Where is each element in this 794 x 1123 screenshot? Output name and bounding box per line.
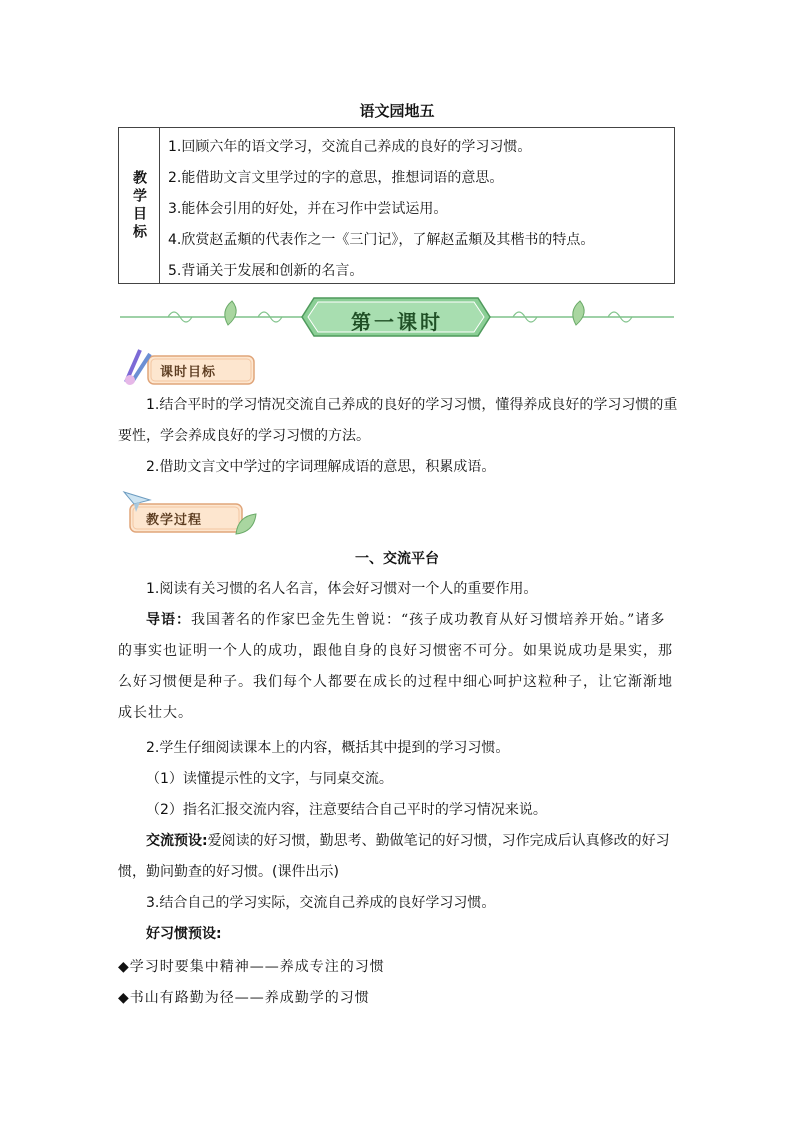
lesson-goals-badge (120, 346, 260, 396)
teaching-goal-item: 2.能借助文言文里学过的字的意思，推想词语的意思。 (168, 170, 504, 186)
habit-item: ◆学习时要集中精神——养成专注的习惯 (118, 959, 385, 975)
intro-text: 我国著名的作家巴金先生曾说：“孩子成功教育从好习惯培养开始。”诸多的事实也证明一个人的成功，跟他自身的良好习惯密不可分。如果说成功是果实，那么好习惯便是种子。我们每个人都要在成长的过程中细心呵护这粒种子，让它渐渐地成长壮大。 (118, 612, 673, 721)
lesson-goals-badge-label: 课时目标 (160, 365, 217, 380)
lesson-banner-divider (118, 292, 676, 342)
teaching-process-badge-label: 教学过程 (146, 513, 203, 528)
lesson-goal-2: 2.借助文言文中学过的字词理解成语的意思，积累成语。 (146, 459, 496, 475)
lesson-banner-label: 第一课时 (351, 310, 443, 334)
lesson-goal-1: 1.结合平时的学习情况交流自己养成的良好的学习习惯，懂得养成良好的学习习惯的重要性，学会养成良好的学习习惯的方法。 (118, 397, 678, 444)
habit-item: ◆书山有路勤为径——养成勤学的习惯 (118, 990, 370, 1006)
pencils-icon (120, 346, 160, 386)
leaf-icon (232, 510, 260, 538)
exchange-paragraph (118, 826, 678, 888)
teaching-goals-list (160, 128, 674, 283)
intro-label: 导语： (146, 612, 191, 628)
step-2-sub-2: （2）指名汇报交流内容，注意要结合自己平时的学习情况来说。 (146, 802, 547, 818)
teaching-goal-item: 1.回顾六年的语文学习，交流自己养成的良好的学习习惯。 (168, 139, 532, 155)
teaching-goals-heading: 教学目标 (131, 169, 147, 242)
exchange-label: 交流预设: (146, 833, 208, 849)
step-1: 1.阅读有关习惯的名人名言，体会好习惯对一个人的重要作用。 (146, 581, 538, 597)
step-3: 3.结合自己的学习实际，交流自己养成的良好学习习惯。 (146, 895, 496, 911)
teaching-goal-item: 5.背诵关于发展和创新的名言。 (168, 263, 364, 279)
teaching-goal-item: 3.能体会引用的好处，并在习作中尝试运用。 (168, 201, 448, 217)
section-heading: 一、交流平台 (355, 551, 439, 567)
exchange-text: 爱阅读的好习惯，勤思考、勤做笔记的好习惯，习作完成后认真修改的好习惯，勤问勤查的好习惯。(课件出示) (118, 833, 670, 880)
teaching-process-badge (120, 488, 260, 538)
step-2: 2.学生仔细阅读课本上的内容，概括其中提到的学习习惯。 (146, 740, 510, 756)
step-2-sub-1: （1）读懂提示性的文字，与同桌交流。 (146, 771, 393, 787)
habits-label: 好习惯预设: (146, 926, 222, 942)
teaching-goals-table (118, 127, 675, 284)
intro-paragraph (118, 605, 678, 729)
teaching-goal-item: 4.欣赏赵孟頫的代表作之一《三门记》，了解赵孟頫及其楷书的特点。 (168, 232, 595, 248)
teaching-goals-header-cell (119, 128, 160, 283)
page-title: 语文园地五 (359, 102, 435, 120)
